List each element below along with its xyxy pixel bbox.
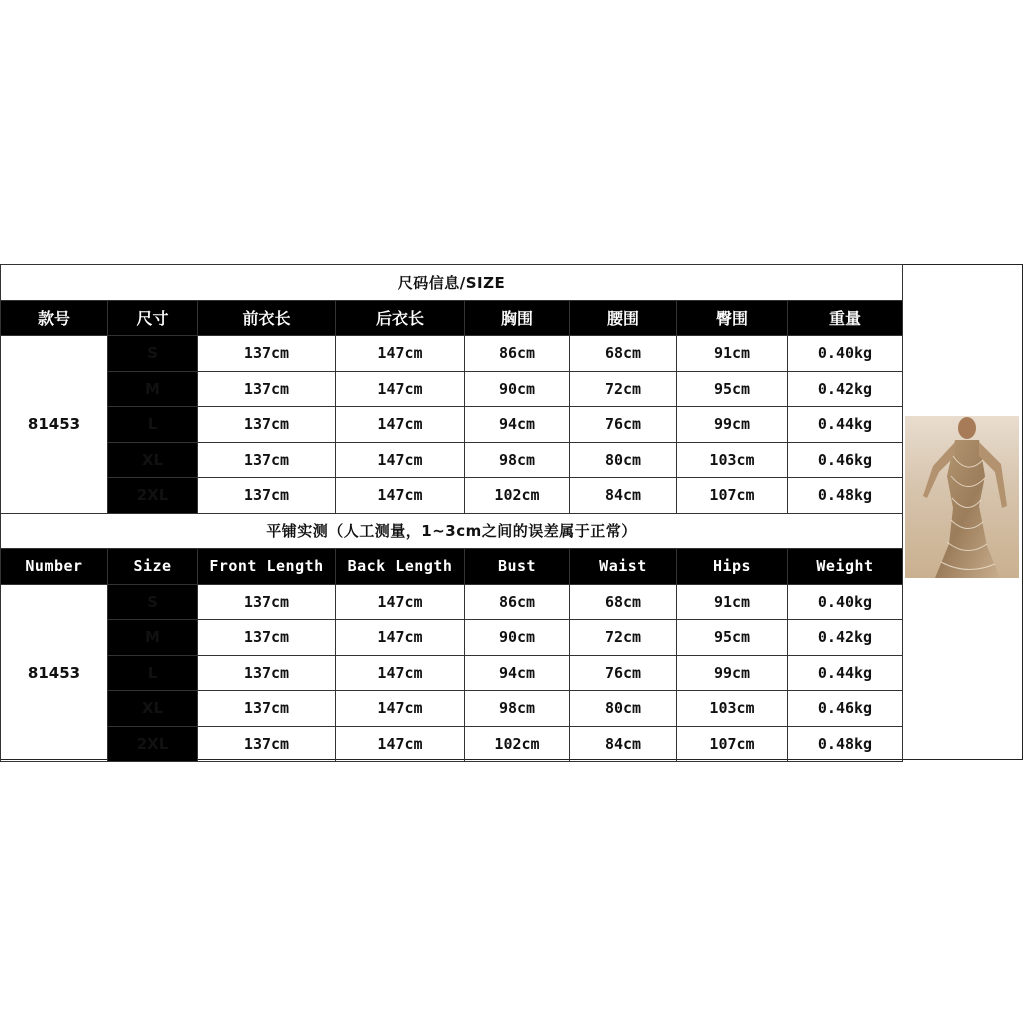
en-header-4: Bust <box>465 549 570 585</box>
en-header-5: Waist <box>570 549 677 585</box>
table-row <box>1 336 903 372</box>
cn-header-6: 臀围 <box>677 300 788 336</box>
hips-value: 91cm <box>677 336 788 372</box>
cn-header-3: 后衣长 <box>336 300 465 336</box>
front-value: 137cm <box>198 655 336 691</box>
bust-value: 94cm <box>465 407 570 443</box>
bust-value: 90cm <box>465 371 570 407</box>
waist-value: 76cm <box>570 655 677 691</box>
hips-value: 103cm <box>677 691 788 727</box>
weight-value: 0.46kg <box>788 691 903 727</box>
back-value: 147cm <box>336 691 465 727</box>
weight-value: 0.44kg <box>788 655 903 691</box>
front-value: 137cm <box>198 726 336 762</box>
waist-value: 76cm <box>570 407 677 443</box>
table-row <box>1 655 903 691</box>
front-value: 137cm <box>198 336 336 372</box>
front-value: 137cm <box>198 478 336 514</box>
waist-value: 84cm <box>570 478 677 514</box>
size-label: 2XL <box>108 478 198 514</box>
chart-title: 尺码信息/SIZE <box>1 265 903 301</box>
weight-value: 0.42kg <box>788 371 903 407</box>
weight-value: 0.46kg <box>788 442 903 478</box>
en-header-7: Weight <box>788 549 903 585</box>
back-value: 147cm <box>336 478 465 514</box>
back-value: 147cm <box>336 371 465 407</box>
waist-value: 68cm <box>570 336 677 372</box>
table-row <box>1 478 903 514</box>
en-header-2: Front Length <box>198 549 336 585</box>
front-value: 137cm <box>198 620 336 656</box>
hips-value: 99cm <box>677 655 788 691</box>
bust-value: 98cm <box>465 442 570 478</box>
bust-value: 90cm <box>465 620 570 656</box>
cn-model-number: 81453 <box>1 336 108 514</box>
weight-value: 0.48kg <box>788 478 903 514</box>
front-value: 137cm <box>198 584 336 620</box>
chart-subtitle-row <box>1 513 903 549</box>
back-value: 147cm <box>336 655 465 691</box>
bust-value: 94cm <box>465 655 570 691</box>
back-value: 147cm <box>336 336 465 372</box>
cn-header-row <box>1 300 903 336</box>
table-row <box>1 407 903 443</box>
hips-value: 107cm <box>677 478 788 514</box>
hips-value: 107cm <box>677 726 788 762</box>
back-value: 147cm <box>336 726 465 762</box>
bust-value: 86cm <box>465 336 570 372</box>
chart-subtitle: 平铺实测（人工测量，1~3cm之间的误差属于正常） <box>1 513 903 549</box>
chart-title-row <box>1 265 903 301</box>
bust-value: 102cm <box>465 726 570 762</box>
en-header-1: Size <box>108 549 198 585</box>
waist-value: 72cm <box>570 371 677 407</box>
size-label: XL <box>108 442 198 478</box>
en-header-3: Back Length <box>336 549 465 585</box>
waist-value: 84cm <box>570 726 677 762</box>
hips-value: 103cm <box>677 442 788 478</box>
size-label: S <box>108 336 198 372</box>
weight-value: 0.42kg <box>788 620 903 656</box>
size-label: L <box>108 407 198 443</box>
front-value: 137cm <box>198 442 336 478</box>
table-row <box>1 620 903 656</box>
waist-value: 72cm <box>570 620 677 656</box>
front-value: 137cm <box>198 691 336 727</box>
size-label: M <box>108 620 198 656</box>
cn-header-4: 胸围 <box>465 300 570 336</box>
en-header-6: Hips <box>677 549 788 585</box>
cn-header-2: 前衣长 <box>198 300 336 336</box>
front-value: 137cm <box>198 371 336 407</box>
hips-value: 99cm <box>677 407 788 443</box>
size-label: M <box>108 371 198 407</box>
table-row <box>1 691 903 727</box>
bust-value: 98cm <box>465 691 570 727</box>
cn-header-7: 重量 <box>788 300 903 336</box>
cn-header-1: 尺寸 <box>108 300 198 336</box>
waist-value: 68cm <box>570 584 677 620</box>
bust-value: 86cm <box>465 584 570 620</box>
cn-header-0: 款号 <box>1 300 108 336</box>
size-chart-table <box>0 264 903 762</box>
waist-value: 80cm <box>570 442 677 478</box>
en-header-row <box>1 549 903 585</box>
cn-header-5: 腰围 <box>570 300 677 336</box>
table-row <box>1 371 903 407</box>
waist-value: 80cm <box>570 691 677 727</box>
size-label: L <box>108 655 198 691</box>
hips-value: 95cm <box>677 371 788 407</box>
size-label: XL <box>108 691 198 727</box>
size-label: 2XL <box>108 726 198 762</box>
en-model-number: 81453 <box>1 584 108 762</box>
table-row <box>1 726 903 762</box>
weight-value: 0.40kg <box>788 336 903 372</box>
back-value: 147cm <box>336 407 465 443</box>
table-row <box>1 584 903 620</box>
weight-value: 0.40kg <box>788 584 903 620</box>
back-value: 147cm <box>336 584 465 620</box>
en-header-0: Number <box>1 549 108 585</box>
hips-value: 95cm <box>677 620 788 656</box>
back-value: 147cm <box>336 620 465 656</box>
table-row <box>1 442 903 478</box>
bust-value: 102cm <box>465 478 570 514</box>
back-value: 147cm <box>336 442 465 478</box>
front-value: 137cm <box>198 407 336 443</box>
hips-value: 91cm <box>677 584 788 620</box>
weight-value: 0.48kg <box>788 726 903 762</box>
weight-value: 0.44kg <box>788 407 903 443</box>
size-label: S <box>108 584 198 620</box>
dress-model-photo <box>905 416 1019 578</box>
